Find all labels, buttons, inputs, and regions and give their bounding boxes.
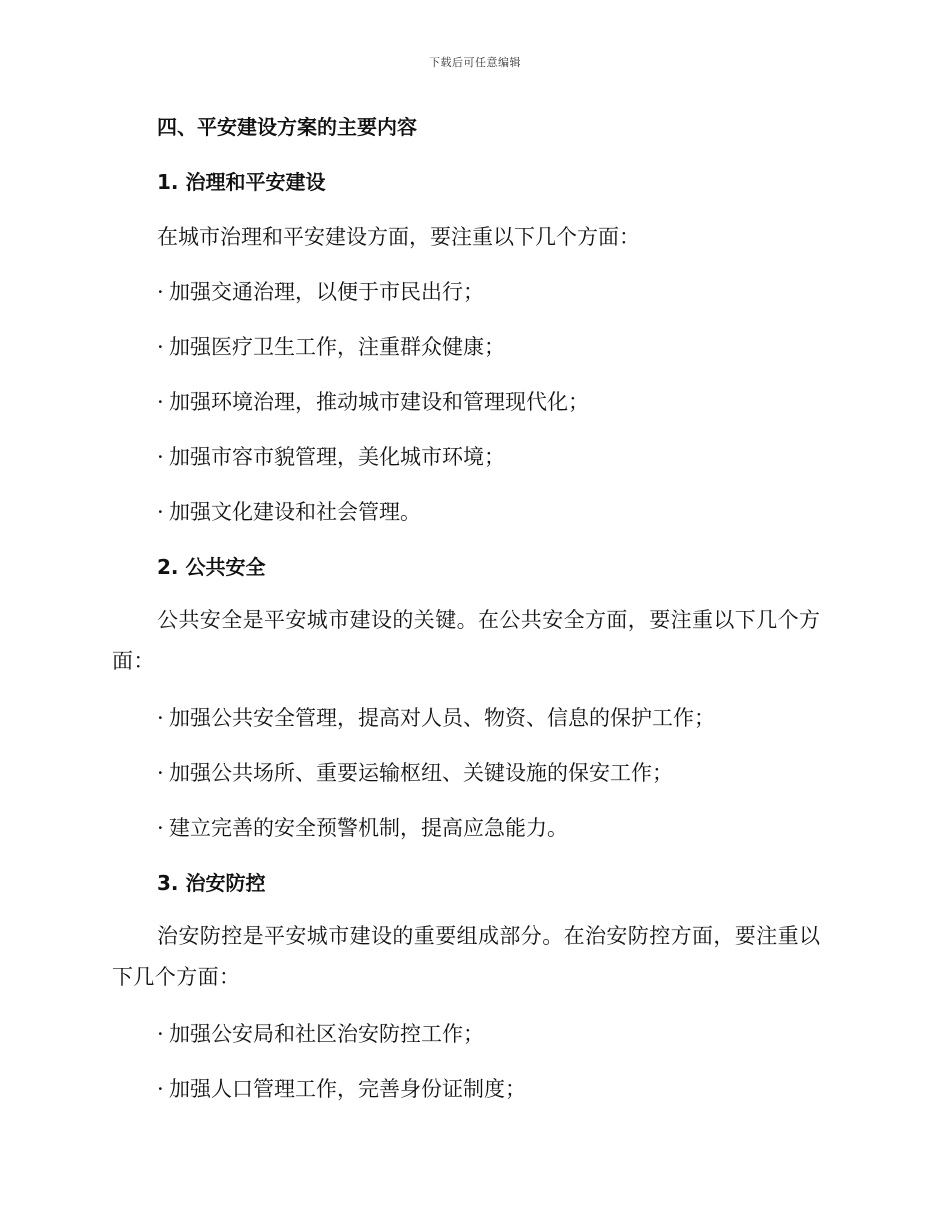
list-item <box>157 1020 484 1048</box>
list-item <box>157 814 568 842</box>
list-item <box>157 1075 526 1103</box>
bullet-marker: · <box>157 335 164 359</box>
list-item-text: 加强环境治理，推动城市建设和管理现代化； <box>169 390 589 414</box>
subsection-heading-3: 3. 治安防控 <box>157 871 266 895</box>
list-item-text: 加强人口管理工作，完善身份证制度； <box>169 1077 526 1101</box>
list-item <box>157 704 715 732</box>
bullet-marker: · <box>157 816 164 840</box>
list-item-text: 加强交通治理，以便于市民出行； <box>169 280 484 304</box>
bullet-marker: · <box>157 761 164 785</box>
bullet-marker: · <box>157 1077 164 1101</box>
list-item <box>157 443 505 471</box>
list-item-text: 加强公共安全管理，提高对人员、物资、信息的保护工作； <box>169 706 715 730</box>
list-item-text: 加强市容市貌管理，美化城市环境； <box>169 445 505 469</box>
paragraph-intro-3: 治安防控是平安城市建设的重要组成部分。在治安防控方面，要注重以下几个方面： <box>112 924 821 989</box>
section-title: 四、平安建设方案的主要内容 <box>157 115 417 139</box>
list-item-text: 加强医疗卫生工作，注重群众健康； <box>169 335 505 359</box>
bullet-marker: · <box>157 500 164 524</box>
subsection-heading-2: 2. 公共安全 <box>157 555 266 579</box>
list-item <box>157 278 484 306</box>
list-item-text: 加强公安局和社区治安防控工作； <box>169 1022 484 1046</box>
bullet-marker: · <box>157 706 164 730</box>
bullet-marker: · <box>157 390 164 414</box>
list-item-text: 加强文化建设和社会管理。 <box>169 500 421 524</box>
bullet-marker: · <box>157 1022 164 1046</box>
bullet-marker: · <box>157 445 164 469</box>
list-item <box>157 388 589 416</box>
list-item <box>157 333 505 361</box>
list-item <box>157 759 673 787</box>
page-header-note: 下载后可任意编辑 <box>429 56 521 69</box>
list-item <box>157 498 421 526</box>
bullet-marker: · <box>157 280 164 304</box>
paragraph-intro-1: 在城市治理和平安建设方面，要注重以下几个方面： <box>157 225 640 249</box>
list-item-text: 加强公共场所、重要运输枢纽、关键设施的保安工作； <box>169 761 673 785</box>
list-item-text: 建立完善的安全预警机制，提高应急能力。 <box>169 816 568 840</box>
paragraph-intro-2: 公共安全是平安城市建设的关键。在公共安全方面，要注重以下几个方面： <box>112 608 821 673</box>
subsection-heading-1: 1. 治理和平安建设 <box>157 170 326 194</box>
